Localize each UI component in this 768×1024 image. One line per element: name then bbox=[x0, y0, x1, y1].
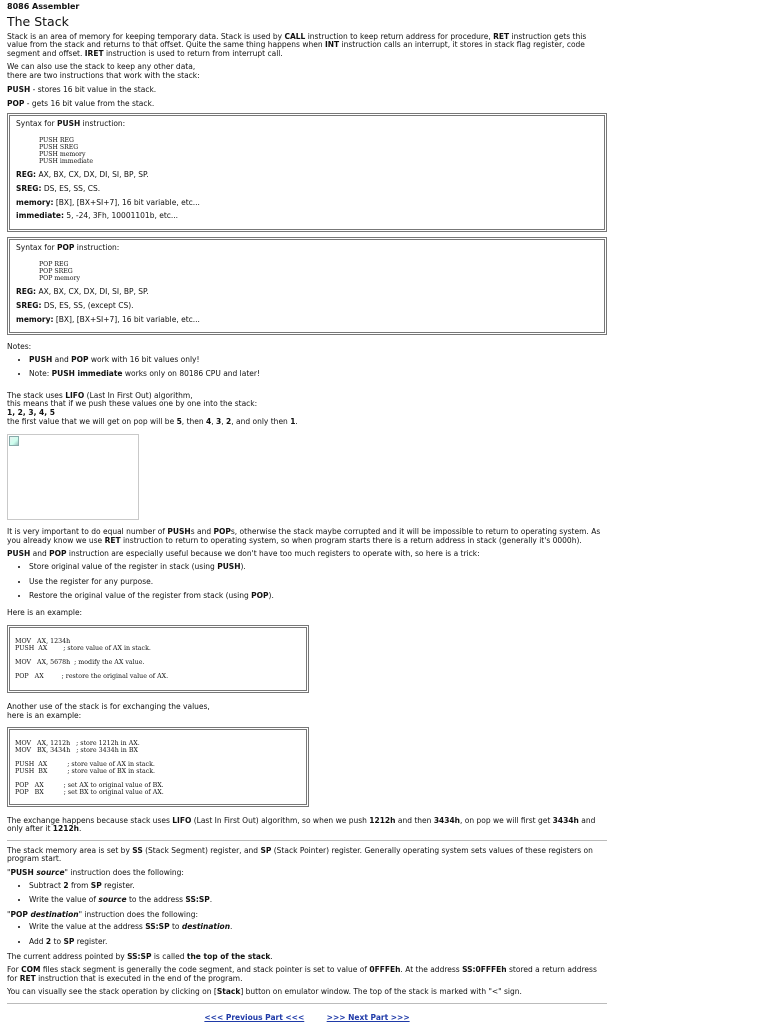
pop-syntax-code: POP REG POP SREG POP memory bbox=[39, 261, 80, 283]
list-item: • Store original value of the register in stack (using PUSH). bbox=[29, 563, 607, 572]
example2-code-box bbox=[7, 727, 309, 807]
divider bbox=[7, 840, 607, 841]
list-item: • Add 2 to SP register. bbox=[29, 938, 607, 947]
push-definition: PUSH - stores 16 bit value in the stack. bbox=[7, 84, 157, 94]
list-item: • Write the value at the address SS:SP to destination. bbox=[29, 923, 607, 932]
list-item: • PUSH and POP work with 16 bit values only! bbox=[29, 356, 607, 365]
document bbox=[7, 3, 607, 1023]
list-item: • Write the value of source to the address SS:SP. bbox=[29, 896, 607, 905]
pop-syntax-box bbox=[7, 237, 607, 335]
pop-sreg-line: SREG: DS, ES, SS, (except CS). bbox=[16, 300, 134, 310]
visual-paragraph: You can visually see the stack operation by clicking on [Stack] button on emulator window. The top of the stack is marked with "<" sign. bbox=[7, 987, 522, 997]
page-navigation bbox=[7, 1014, 607, 1023]
intro-paragraph: Stack is an area of memory for keeping temporary data. Stack is used by CALL instruction to keep return address for procedure, RET instruction gets this value from the stack and returns to that offset. Quite the same thing happens when INT instruction calls an interrupt, it stores in stack flag register, code segment and offset. IRET instruction is used to return from interrupt call. bbox=[7, 31, 587, 58]
exchange-paragraph: The exchange happens because stack uses LIFO (Last In First Out) algorithm, so when we push 1212h and then 3434h, on pop we will first get 3434h and only after it 1212h. bbox=[7, 815, 596, 834]
push-reg-line: REG: AX, BX, CX, DX, DI, SI, BP, SP. bbox=[16, 170, 149, 180]
pop-destination-heading: "POP destination" instruction does the following: bbox=[7, 909, 198, 919]
push-source-list bbox=[7, 882, 607, 905]
previous-part-link[interactable]: <<< Previous Part <<< bbox=[204, 1012, 305, 1022]
push-syntax-box bbox=[7, 113, 607, 232]
com-paragraph: For COM files stack segment is generally the code segment, and stack pointer is set to value of 0FFFEh. At the address SS:0FFFEh stored a return address for RET instruction that is executed in the end of the program. bbox=[7, 965, 597, 983]
list-item: • Note: PUSH immediate works only on 80186 CPU and later! bbox=[29, 370, 607, 379]
pop-definition: POP - gets 16 bit value from the stack. bbox=[7, 99, 155, 109]
page-title: The Stack bbox=[7, 13, 69, 29]
list-item: • Subtract 2 from SP register. bbox=[29, 882, 607, 891]
also-use-paragraph: We can also use the stack to keep any other data, there are two instructions that work with the stack: bbox=[7, 62, 200, 80]
trick-list bbox=[7, 563, 607, 601]
example1-label: Here is an example: bbox=[7, 607, 83, 617]
push-memory-line: memory: [BX], [BX+SI+7], 16 bit variable, etc... bbox=[16, 197, 200, 207]
list-item: • Restore the original value of the register from stack (using POP). bbox=[29, 592, 607, 601]
memory-area-paragraph: The stack memory area is set by SS (Stack Segment) register, and SP (Stack Pointer) register. Generally operating system sets values of these registers on program start. bbox=[7, 845, 593, 864]
divider bbox=[7, 1003, 607, 1004]
lifo-paragraph: The stack uses LIFO (Last In First Out) algorithm, this means that if we push these values one by one into the stack: 1, 2, 3, 4, 5 the first value that we will get on pop will be 5, then 4, 3, 2, and only then 1. bbox=[7, 390, 298, 426]
example2-intro: Another use of the stack is for exchanging the values, here is an example: bbox=[7, 702, 210, 720]
push-source-heading: "PUSH source" instruction does the following: bbox=[7, 867, 184, 877]
important-paragraph: It is very important to do equal number of PUSHs and POPs, otherwise the stack maybe corrupted and it will be impossible to return to operating system. As you already know we use RET instruction to return to operating system, so when program starts there is a return address in stack (generally it's 0000h). bbox=[7, 527, 601, 545]
notes-list bbox=[7, 356, 607, 379]
pop-memory-line: memory: [BX], [BX+SI+7], 16 bit variable, etc... bbox=[16, 314, 200, 324]
push-immediate-line: immediate: 5, -24, 3Fh, 10001101b, etc... bbox=[16, 211, 179, 221]
stack-image-placeholder bbox=[7, 434, 139, 520]
example1-code: MOV AX, 1234h PUSH AX ; store value of AX in stack. MOV AX, 5678h ; modify the AX value. POP AX ; restore the original value of AX. bbox=[15, 638, 169, 681]
example1-code-box bbox=[7, 625, 309, 693]
pop-syntax-heading: Syntax for POP instruction: bbox=[16, 242, 120, 252]
pop-reg-line: REG: AX, BX, CX, DX, DI, SI, BP, SP. bbox=[16, 287, 149, 297]
push-syntax-code: PUSH REG PUSH SREG PUSH memory PUSH immediate bbox=[39, 137, 94, 166]
doc-header: 8086 Assembler bbox=[7, 2, 80, 11]
useful-paragraph: PUSH and POP instruction are especially useful because we don't have too much registers to operate with, so here is a trick: bbox=[7, 549, 480, 559]
push-syntax-heading: Syntax for PUSH instruction: bbox=[16, 118, 126, 128]
push-sreg-line: SREG: DS, ES, SS, CS. bbox=[16, 183, 101, 193]
list-item: • Use the register for any purpose. bbox=[29, 578, 607, 587]
notes-label: Notes: bbox=[7, 342, 32, 352]
top-of-stack-paragraph: The current address pointed by SS:SP is called the top of the stack. bbox=[7, 951, 273, 961]
broken-image-icon bbox=[9, 436, 19, 446]
example2-code: MOV AX, 1212h ; store 1212h in AX. MOV BX, 3434h ; store 3434h in BX PUSH AX ; store value of AX in stack. PUSH BX ; store value of BX in stack. POP AX ; set AX to original value of BX. POP BX ; set BX to original value of AX. bbox=[15, 739, 164, 796]
pop-destination-list bbox=[7, 923, 607, 946]
next-part-link[interactable]: >>> Next Part >>> bbox=[326, 1012, 410, 1022]
